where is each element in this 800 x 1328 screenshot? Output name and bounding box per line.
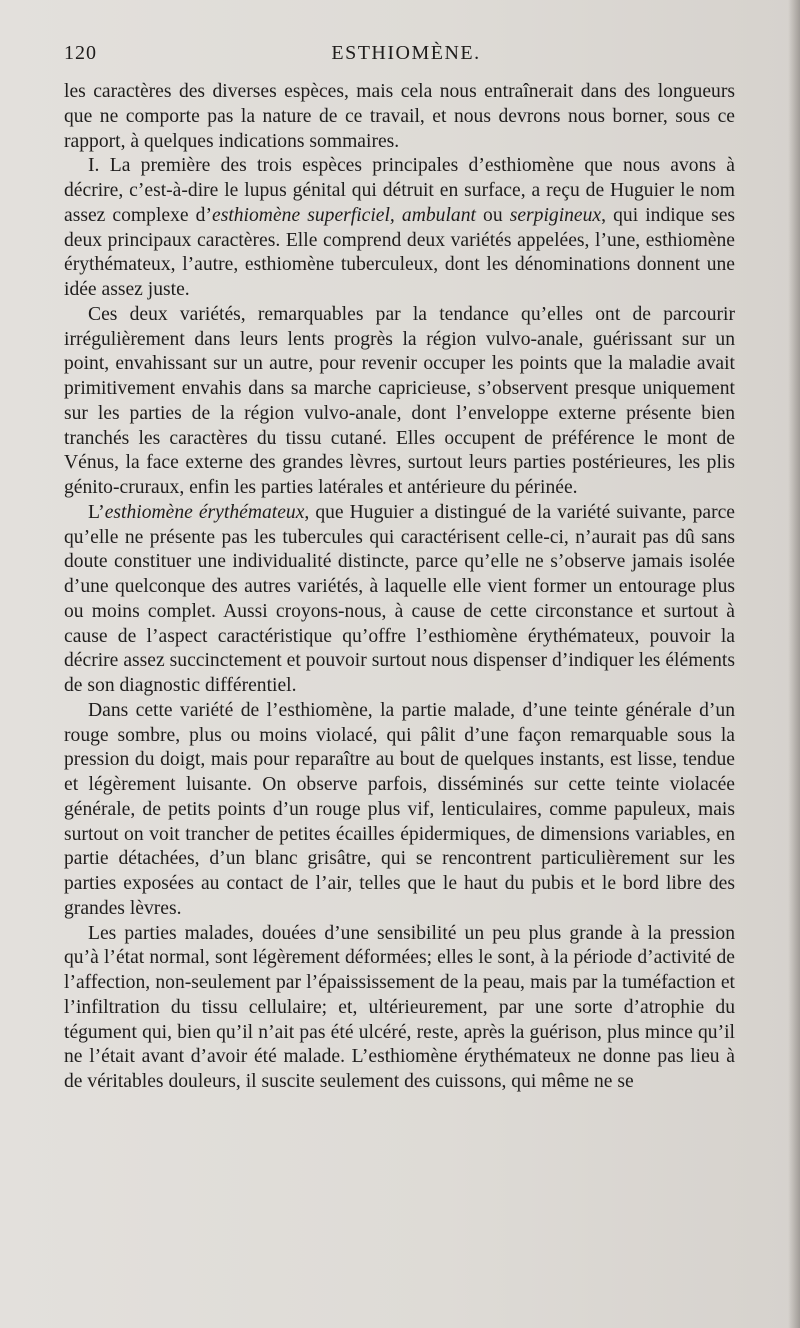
- italic-term-superficiel: esthiomène superficiel, ambulant: [212, 204, 476, 226]
- paragraph-text: Les parties malades, douées d’une sensibilité un peu plus grande à la pression qu’à l’état normal, sont légèrement déformées; elles le sont, à la période d’activité de l’affection, non-seulement par l’épaississement de la peau, mais par la tuméfaction et l’infiltration du tissu cellulaire; et, ultérieurement, par une sorte d’atrophie du tégument qui, bien qu’il n’ait pas été ulcéré, reste, après la guérison, plus mince qu’il ne l’était avant d’avoir été malade. L’esthiomène érythémateux ne donne pas lieu à de véritables douleurs, il suscite seulement des cuissons, qui même ne se: [64, 922, 735, 1092]
- page-number: 120: [64, 42, 97, 64]
- running-title: ESTHIOMÈNE.: [331, 42, 481, 64]
- paragraph-text: , qui indique ses deux principaux caractères. Elle comprend deux variétés appelées, l’une, esthiomène érythémateux, l’autre, esthiomène tuberculeux, dont les dénominations donnent une idée assez juste.: [64, 204, 736, 300]
- running-head: [64, 40, 734, 74]
- italic-term-erythemateux: esthiomène érythémateux: [104, 501, 305, 523]
- paragraph-two-varieties: [64, 303, 735, 501]
- paragraph-text: , que Huguier a distingué de la variété suivante, parce qu’elle ne présente pas les tubercules qui caractérisent celle-ci, n’aurait pas dû sans doute constituer une individualité distincte, parce qu’elle ne s’observe jamais isolée d’une quelconque des autres variétés, à laquelle elle vient former un entourage plus ou moins complet. Aussi croyons-nous, à cause de cette circonstance et surtout à cause de l’aspect caractéristique qu’offre l’esthiomène érythémateux, pouvoir la décrire assez succinctement et pouvoir surtout nous dispenser d’indiquer les éléments de son diagnostic différentiel.: [64, 501, 736, 696]
- paragraph-erythemateux: [64, 501, 735, 699]
- italic-term-serpigineux: serpigineux: [509, 204, 602, 226]
- paragraph-text: les caractères des diverses espèces, mais cela nous entraînerait dans des longueurs que ne comporte pas la nature de ce travail, et nous devrons nous borner, sous ce rapport, à quelques indications sommaires.: [64, 81, 735, 152]
- paragraph-sensibility: [64, 922, 735, 1095]
- paragraph-text: I. La première des trois espèces principales d’esthiomène que nous avons à décrire, c’est-à-dire le lupus génital qui détruit en surface, a reçu de Huguier le nom assez complexe d’: [64, 155, 735, 226]
- paragraph-first-species: [64, 154, 735, 303]
- paragraph-text: L’: [88, 501, 105, 523]
- paragraph-text: Ces deux variétés, remarquables par la tendance qu’elles ont de parcourir irrégulièrement dans leurs lents progrès la région vulvo-anale, guérissant sur un point, envahissant sur un autre, pour revenir occuper les points que la maladie avait primitivement envahis dans sa marche capricieuse, s’observent presque uniquement sur les parties de la région vulvo-anale, dont l’enveloppe externe présente bien tranchés les caractères du tissu cutané. Elles occupent de préférence le mont de Vénus, la face externe des grandes lèvres, surtout leurs parties postérieures, les plis génito-cruraux, enfin les parties latérales et antérieure du périnée.: [64, 303, 735, 498]
- body-text: [64, 80, 735, 1095]
- paragraph-text: Dans cette variété de l’esthiomène, la partie malade, d’une teinte générale d’un rouge sombre, plus ou moins violacé, qui pâlit d’une façon remarquable sous la pression du doigt, mais pour reparaître au bout de quelques instants, est lisse, tendue et légèrement luisante. On observe parfois, disséminés sur cette teinte violacée générale, de petits points d’un rouge plus vif, lenticulaires, comme papuleux, mais surtout on voit trancher de petites écailles épidermiques, de dimensions variables, en partie détachées, d’un blanc grisâtre, qui se rencontrent particulièrement sur les parties exposées au contact de l’air, telles que le haut du pubis et le bord libre des grandes lèvres.: [64, 699, 735, 919]
- paragraph-text: ou: [475, 204, 510, 226]
- paragraph-description: [64, 699, 735, 922]
- paragraph-continuation: [64, 80, 735, 154]
